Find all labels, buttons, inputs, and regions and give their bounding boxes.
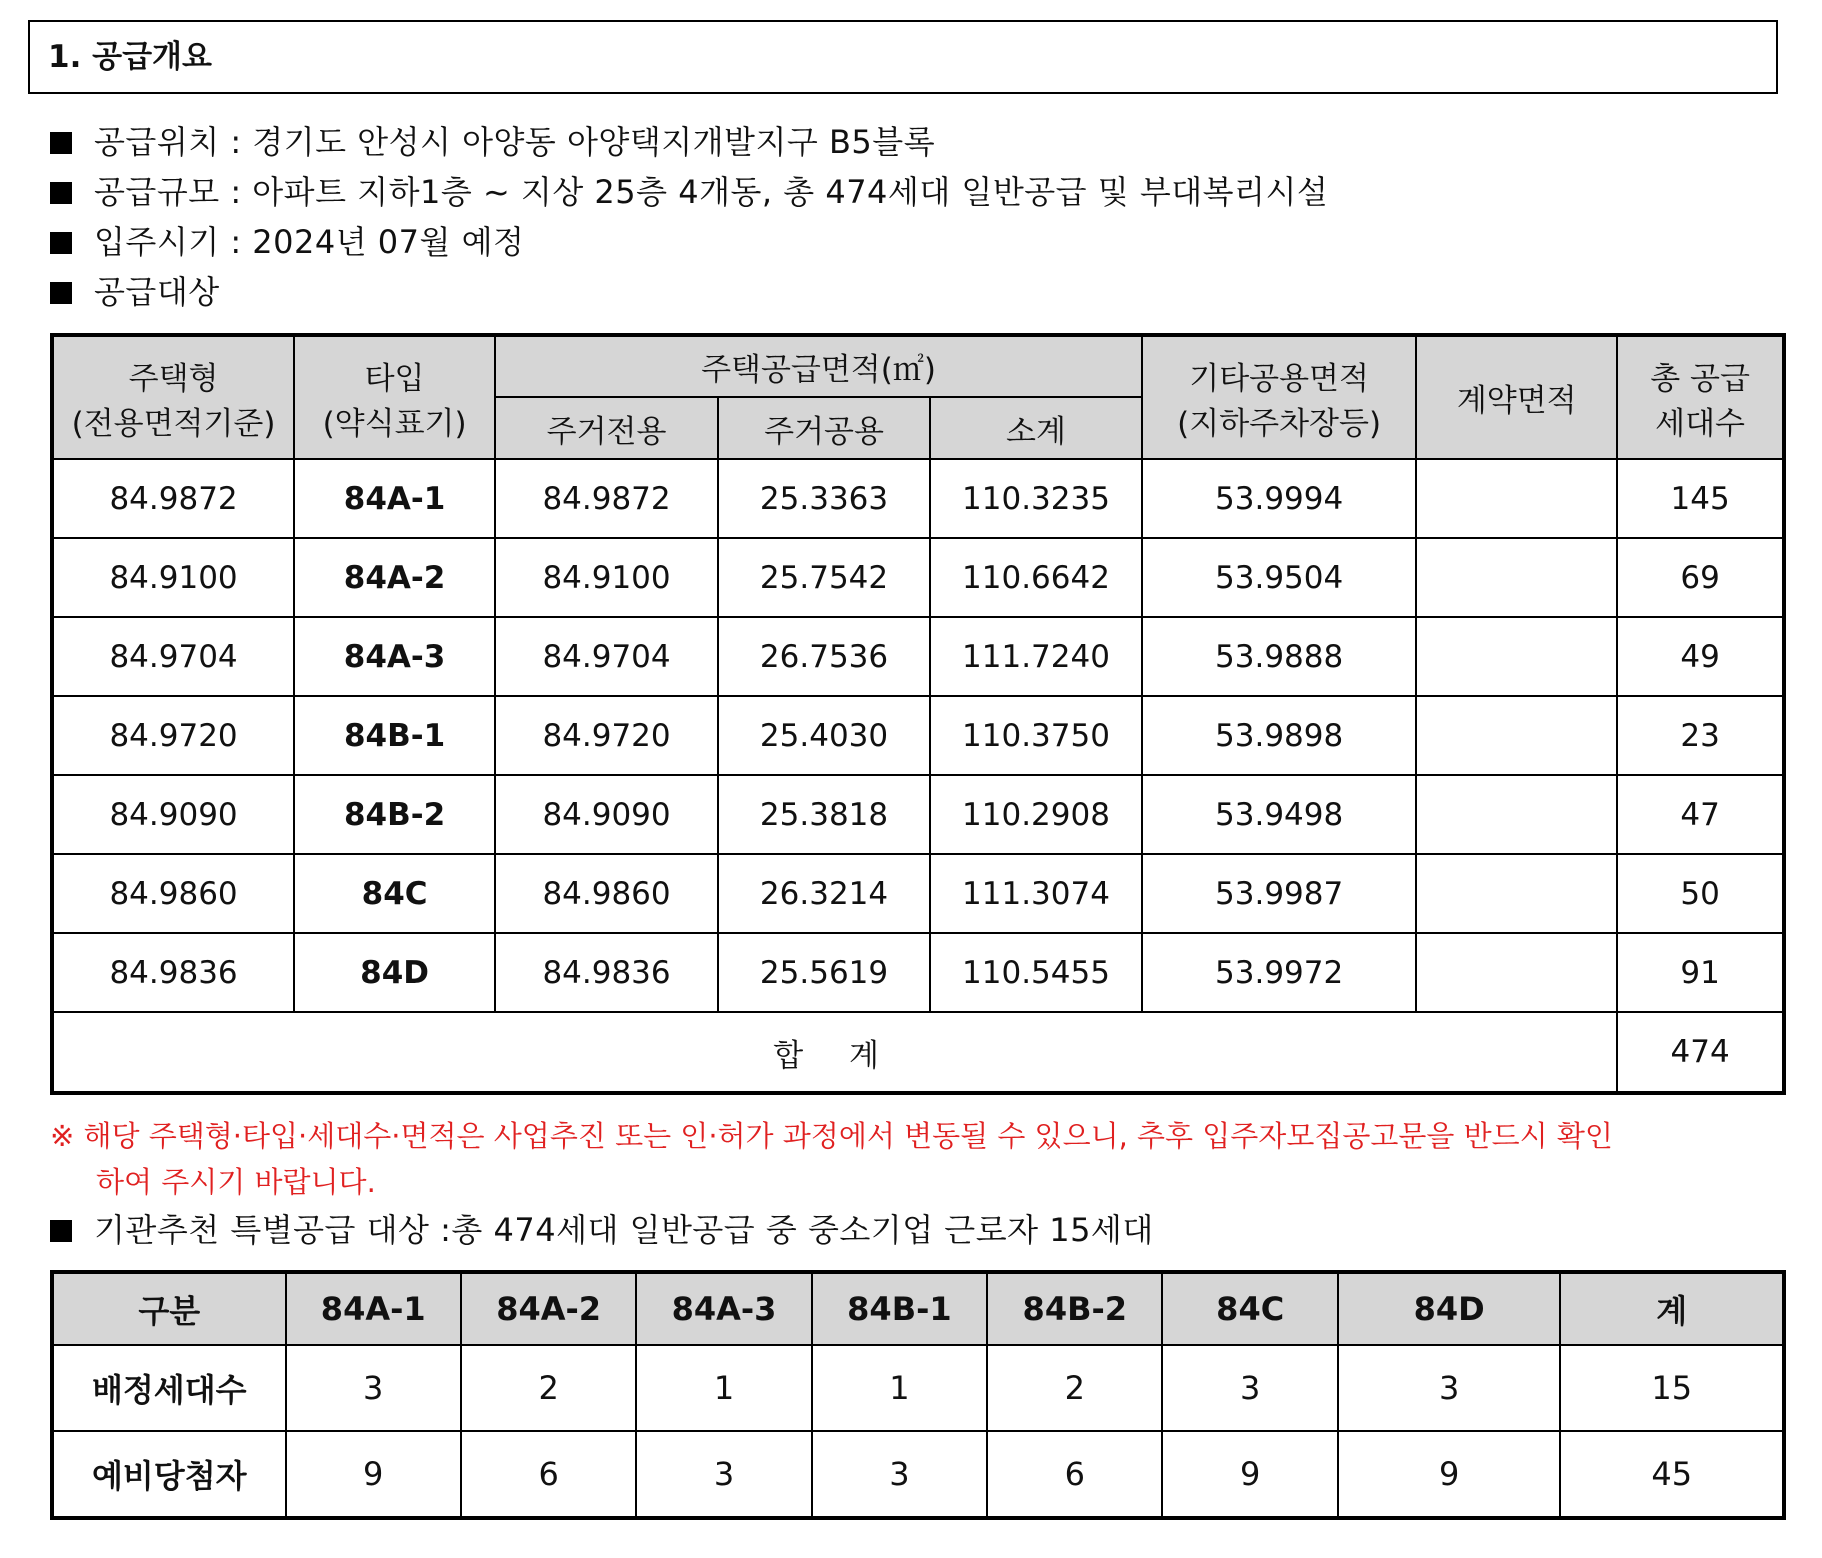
cell-subtotal: 110.2908 (930, 775, 1142, 854)
cell-subtotal: 110.3750 (930, 696, 1142, 775)
cell-exclusive: 84.9836 (495, 933, 718, 1012)
sub-header-84b-1: 84B-1 (812, 1272, 987, 1345)
cell-exclusive: 84.9720 (495, 696, 718, 775)
bullet-special (50, 1210, 1154, 1250)
header-common: 주거공용 (718, 397, 930, 459)
table-row (52, 775, 1784, 854)
cell-housing: 84.9704 (52, 617, 294, 696)
bullet-target-text: 공급대상 (94, 273, 220, 311)
sub-header-84a-2: 84A-2 (461, 1272, 636, 1345)
cell-type: 84D (294, 933, 495, 1012)
cell-units: 49 (1617, 617, 1784, 696)
cell-contract (1416, 933, 1617, 1012)
square-bullet-icon (50, 232, 72, 254)
cell-contract (1416, 617, 1617, 696)
cell-exclusive: 84.9090 (495, 775, 718, 854)
cell-value: 2 (461, 1345, 636, 1431)
cell-type: 84B-1 (294, 696, 495, 775)
cell-other: 53.9898 (1142, 696, 1416, 775)
square-bullet-icon (50, 282, 72, 304)
cell-type: 84A-3 (294, 617, 495, 696)
cell-housing: 84.9836 (52, 933, 294, 1012)
table-row (52, 696, 1784, 775)
header-exclusive: 주거전용 (495, 397, 718, 459)
cell-value: 6 (461, 1431, 636, 1518)
bullet-movein (50, 222, 524, 262)
table-row (52, 459, 1784, 538)
square-bullet-icon (50, 1220, 72, 1242)
cell-common: 25.7542 (718, 538, 930, 617)
sum-value: 474 (1617, 1012, 1784, 1093)
cell-value: 3 (286, 1345, 461, 1431)
sub-header-total: 계 (1560, 1272, 1784, 1345)
notice-line-2: 하여 주시기 바랍니다. (96, 1165, 376, 1199)
cell-units: 145 (1617, 459, 1784, 538)
sum-row (52, 1012, 1784, 1093)
cell-subtotal: 111.3074 (930, 854, 1142, 933)
cell-other: 53.9987 (1142, 854, 1416, 933)
bullet-scale (50, 172, 1328, 212)
bullet-target (50, 272, 220, 312)
row-label-reserve: 예비당첨자 (52, 1431, 286, 1518)
cell-housing: 84.9100 (52, 538, 294, 617)
cell-housing: 84.9872 (52, 459, 294, 538)
cell-contract (1416, 538, 1617, 617)
cell-subtotal: 110.6642 (930, 538, 1142, 617)
cell-common: 25.3818 (718, 775, 930, 854)
header-total-units: 총 공급 세대수 (1617, 335, 1784, 459)
sum-label: 합 계 (52, 1012, 1617, 1093)
cell-common: 25.5619 (718, 933, 930, 1012)
cell-contract (1416, 854, 1617, 933)
notice-text (50, 1113, 1790, 1205)
cell-value: 45 (1560, 1431, 1784, 1518)
cell-housing: 84.9860 (52, 854, 294, 933)
special-supply-table (50, 1270, 1786, 1520)
bullet-location-text: 공급위치 : 경기도 안성시 아양동 아양택지개발지구 B5블록 (94, 123, 936, 161)
cell-value: 2 (987, 1345, 1162, 1431)
cell-type: 84A-1 (294, 459, 495, 538)
sub-header-84a-3: 84A-3 (636, 1272, 811, 1345)
cell-type: 84C (294, 854, 495, 933)
cell-common: 26.7536 (718, 617, 930, 696)
table-row (52, 854, 1784, 933)
cell-other: 53.9972 (1142, 933, 1416, 1012)
cell-housing: 84.9090 (52, 775, 294, 854)
cell-value: 15 (1560, 1345, 1784, 1431)
table-row (52, 617, 1784, 696)
cell-exclusive: 84.9860 (495, 854, 718, 933)
bullet-location (50, 122, 935, 162)
cell-value: 6 (987, 1431, 1162, 1518)
cell-value: 9 (1162, 1431, 1337, 1518)
cell-other: 53.9994 (1142, 459, 1416, 538)
table-row (52, 933, 1784, 1012)
sub-header-84a-1: 84A-1 (286, 1272, 461, 1345)
sub-header-84b-2: 84B-2 (987, 1272, 1162, 1345)
cell-units: 50 (1617, 854, 1784, 933)
cell-units: 69 (1617, 538, 1784, 617)
cell-common: 25.3363 (718, 459, 930, 538)
cell-common: 25.4030 (718, 696, 930, 775)
cell-other: 53.9888 (1142, 617, 1416, 696)
row-label-allocated: 배정세대수 (52, 1345, 286, 1431)
header-other-common: 기타공용면적 (지하주차장등) (1142, 335, 1416, 459)
cell-subtotal: 110.5455 (930, 933, 1142, 1012)
header-subtotal: 소계 (930, 397, 1142, 459)
cell-contract (1416, 459, 1617, 538)
cell-common: 26.3214 (718, 854, 930, 933)
cell-units: 23 (1617, 696, 1784, 775)
header-type: 타입 (약식표기) (294, 335, 495, 459)
cell-value: 1 (636, 1345, 811, 1431)
cell-value: 3 (812, 1431, 987, 1518)
notice-line-1: ※ 해당 주택형·타입·세대수·면적은 사업추진 또는 인·허가 과정에서 변동될 수 있으니, 추후 입주자모집공고문을 반드시 확인 (50, 1119, 1613, 1153)
cell-type: 84A-2 (294, 538, 495, 617)
cell-units: 91 (1617, 933, 1784, 1012)
cell-value: 3 (1338, 1345, 1561, 1431)
cell-housing: 84.9720 (52, 696, 294, 775)
cell-contract (1416, 696, 1617, 775)
cell-value: 9 (286, 1431, 461, 1518)
bullet-scale-text: 공급규모 : 아파트 지하1층 ~ 지상 25층 4개동, 총 474세대 일반공급 및 부대복리시설 (94, 173, 1329, 211)
cell-exclusive: 84.9872 (495, 459, 718, 538)
square-bullet-icon (50, 182, 72, 204)
cell-other: 53.9498 (1142, 775, 1416, 854)
cell-exclusive: 84.9100 (495, 538, 718, 617)
supply-table (50, 333, 1786, 1095)
cell-other: 53.9504 (1142, 538, 1416, 617)
table-row (52, 1345, 1784, 1431)
table-row (52, 538, 1784, 617)
sub-header-84c: 84C (1162, 1272, 1337, 1345)
cell-subtotal: 110.3235 (930, 459, 1142, 538)
table-row (52, 1431, 1784, 1518)
cell-contract (1416, 775, 1617, 854)
cell-value: 1 (812, 1345, 987, 1431)
cell-units: 47 (1617, 775, 1784, 854)
header-supply-area: 주택공급면적(㎡) (495, 335, 1142, 397)
sub-header-84d: 84D (1338, 1272, 1561, 1345)
bullet-special-text: 기관추천 특별공급 대상 :총 474세대 일반공급 중 중소기업 근로자 15세대 (94, 1211, 1154, 1249)
cell-value: 3 (636, 1431, 811, 1518)
cell-subtotal: 111.7240 (930, 617, 1142, 696)
cell-value: 9 (1338, 1431, 1561, 1518)
sub-header-category: 구분 (52, 1272, 286, 1345)
header-contract-area: 계약면적 (1416, 335, 1617, 459)
square-bullet-icon (50, 132, 72, 154)
cell-value: 3 (1162, 1345, 1337, 1431)
bullet-movein-text: 입주시기 : 2024년 07월 예정 (94, 223, 525, 261)
header-housing-type: 주택형 (전용면적기준) (52, 335, 294, 459)
section-title: 1. 공급개요 (28, 20, 1778, 94)
cell-exclusive: 84.9704 (495, 617, 718, 696)
cell-type: 84B-2 (294, 775, 495, 854)
